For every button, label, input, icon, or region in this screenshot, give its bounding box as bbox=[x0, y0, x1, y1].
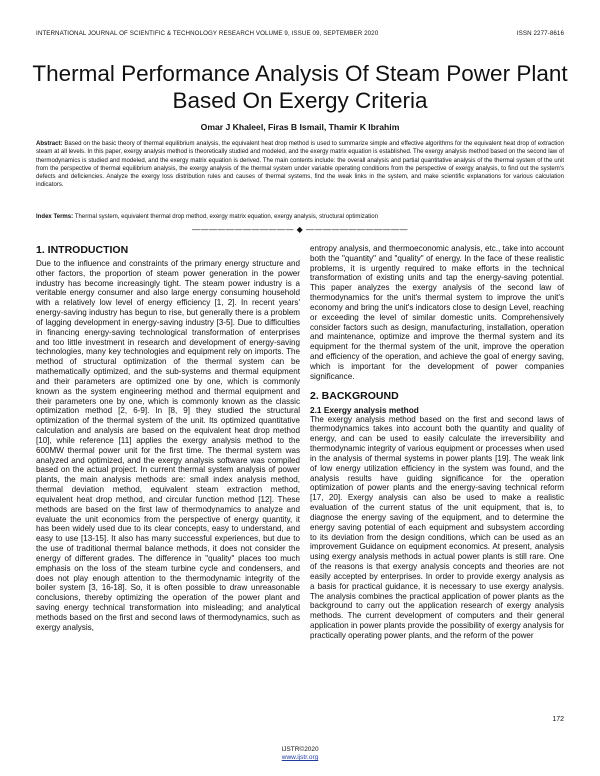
footer-code: IJSTR©2020 bbox=[281, 746, 319, 753]
abstract-text: Based on the basic theory of thermal equilibrium analysis, the equivalent heat drop method is used to summarize simple and effective algorithms for the equivalent heat drop of extraction steam at all levels. In this paper, exergy analysis method is theoretically studied and modeled, and the exergy matrix equation is established. The exergy analysis method based on the second law of thermodynamics is studied and modeled, and the exergy matrix equation is derived. The main contents include: the overall analysis and partial quantitative analysis of the thermal system of the unit from the perspective of thermal equilibrium analysis, the exergy analysis of the thermal system under variable operating conditions from the perspective of exergy analysis, to find out the system's defects and deficiencies. Analyze the exergy loss distribution rules and causes of thermal systems, find the weak links in the system, and make scientific explanations for various calculation indicators. bbox=[36, 141, 564, 189]
background-paragraph-1: The exergy analysis method based on the first and second laws of thermodynamics takes into account both the quantity and quality of energy, and can be used to easily calculate the irreversibility and thermodynamic integrity of various equipment or processes when used in the analysis of thermal systems in power plants [19]. The weak link of low energy utilization efficiency in the system was found, and the analysis results have guiding significance for the operation optimization of power plants and the energy-saving technical reform [17, 20]. Exergy analysis can also be used to make a realistic evaluation of the current status of the unit equipment, that is, to diagnose the energy saving of the equipment, and to determine the energy saving potential of each equipment and subsystem according to its deviation from the design conditions, which can be used as an improvement Guidance on equipment economics. At present, analysis using exergy analysis methods in actual power plants is still rare. One of the reasons is that exergy analysis concepts and theories are not easily accepted by enterprises. In order to provide exergy analysis as a basis for practical guidance, it is necessary to use exergy analysis. The analysis combines the practical application of power plants as the background to carry out the application research of exergy analysis methods. The current development of computers and their general application in power plants provide the possibility of exergy analysis for practically operating power plants, and the reform of the power bbox=[310, 414, 564, 640]
running-header bbox=[36, 30, 564, 40]
paper-title: Thermal Performance Analysis Of Steam Power Plant Based On Exergy Criteria bbox=[32, 61, 568, 113]
index-terms-text: Thermal system, equivalent thermal drop method, exergy matrix equation, exergy analysis, structural optimization bbox=[74, 214, 378, 220]
left-column bbox=[36, 244, 300, 632]
index-terms bbox=[36, 213, 564, 221]
issn: ISSN 2277-8616 bbox=[516, 30, 564, 37]
page-number: 172 bbox=[552, 716, 564, 723]
background-heading: 2. BACKGROUND bbox=[310, 389, 399, 402]
intro-paragraph-2: entropy analysis, and thermoeconomic analysis, etc., take into account both the "quantity" and "quality" of energy. In the face of these realistic problems, it is urgently required to make efforts in the technical transformation of existing units and tap the energy-saving potential. This paper analyzes the exergy analysis of the second law of thermodynamics for the unit's thermal system to improve the unit's economy and bring the unit's indicators close to design Level, reaching or exceeding the level of similar domestic units. Comprehensively consider factors such as design, manufacturing, installation, operation and maintenance, optimize and improve the thermal system and its equipment for the thermal system of the unit, improve the operation and efficiency of the operation, and achieve the goal of energy saving, which is important for the development of power companies significance. bbox=[310, 244, 564, 381]
section-separator: ———————————— ◆ ———————————— bbox=[191, 225, 409, 234]
journal-url-link[interactable]: www.ijstr.org bbox=[281, 754, 319, 761]
index-terms-label: Index Terms: bbox=[36, 214, 74, 220]
abstract-label: Abstract: bbox=[36, 141, 63, 147]
subsection-heading: 2.1 Exergy analysis method bbox=[310, 404, 419, 415]
intro-paragraph-1: Due to the influence and constraints of the primary energy structure and other factors, the proportion of steam power generation in the power industry has become increasingly tight. The steam power industry is a veritable energy consumer and also large energy consuming household with a relatively low level of energy efficiency [1, 2]. In recent years' energy-saving industry has begun to rise, but generally there is a problem of lagging development in energy-saving industry [3-5]. Due to difficulties in financing energy-saving technological transformation of enterprises and too little investment in research and development of energy-saving technologies, many key technologies and equipment rely on imports. The method of structural optimization of the thermal system can be mathematically optimized, and the sub-systems and thermal equipment and their parameters are optimized one by one, which is commonly known as the system engineering method and thermal equipment and their parameters one by one, which is commonly known as the classic optimization method [2, 6-9]. In [8, 9] they studied the structural optimization of the thermal system of the unit. Its optimized quantitative calculation and analysis are based on the equivalent heat drop method [10], while reference [11] applies the exergy analysis method to the 600MW thermal power unit for the first time. The thermal system was analyzed and optimized, and the exergy analysis software was compiled based on the actual project. In current thermal system analysis of power plants, the main analysis methods are: small index analysis method, thermal deviation method, equivalent steam extraction method, equivalent heat drop method, and circular function method [12]. These methods are based on the first law of thermodynamics to analyze and evaluate the unit economics from the perspective of energy quantity, it has been widely used due to its clear concepts, easy to understand, and easy to use [13-15]. It also has many successful experiences, but due to the use of traditional thermal balance methods, it does not consider the energy of different grades. The difference in "quality" places too much emphasis on the loss of the steam turbine cycle and condensers, and does not play enough attention to the thermodynamic integrity of the boiler system [3, 16-18]. So, it is often possible to draw unreasonable conclusions, thereby optimizing the operation of the power plant and saving energy technical transformation into misleading; and analytical methods based on the first and second laws of thermodynamics, such as exergy analysis, bbox=[36, 259, 300, 632]
footer bbox=[0, 746, 600, 762]
journal-header: INTERNATIONAL JOURNAL OF SCIENTIFIC & TECHNOLOGY RESEARCH VOLUME 9, ISSUE 09, SEPTEMBER 2020 bbox=[36, 30, 379, 37]
authors: Omar J Khaleel, Firas B Ismail, Thamir K Ibrahim bbox=[200, 122, 400, 132]
intro-heading: 1. INTRODUCTION bbox=[36, 244, 129, 256]
abstract bbox=[36, 140, 564, 190]
right-column bbox=[310, 244, 564, 641]
